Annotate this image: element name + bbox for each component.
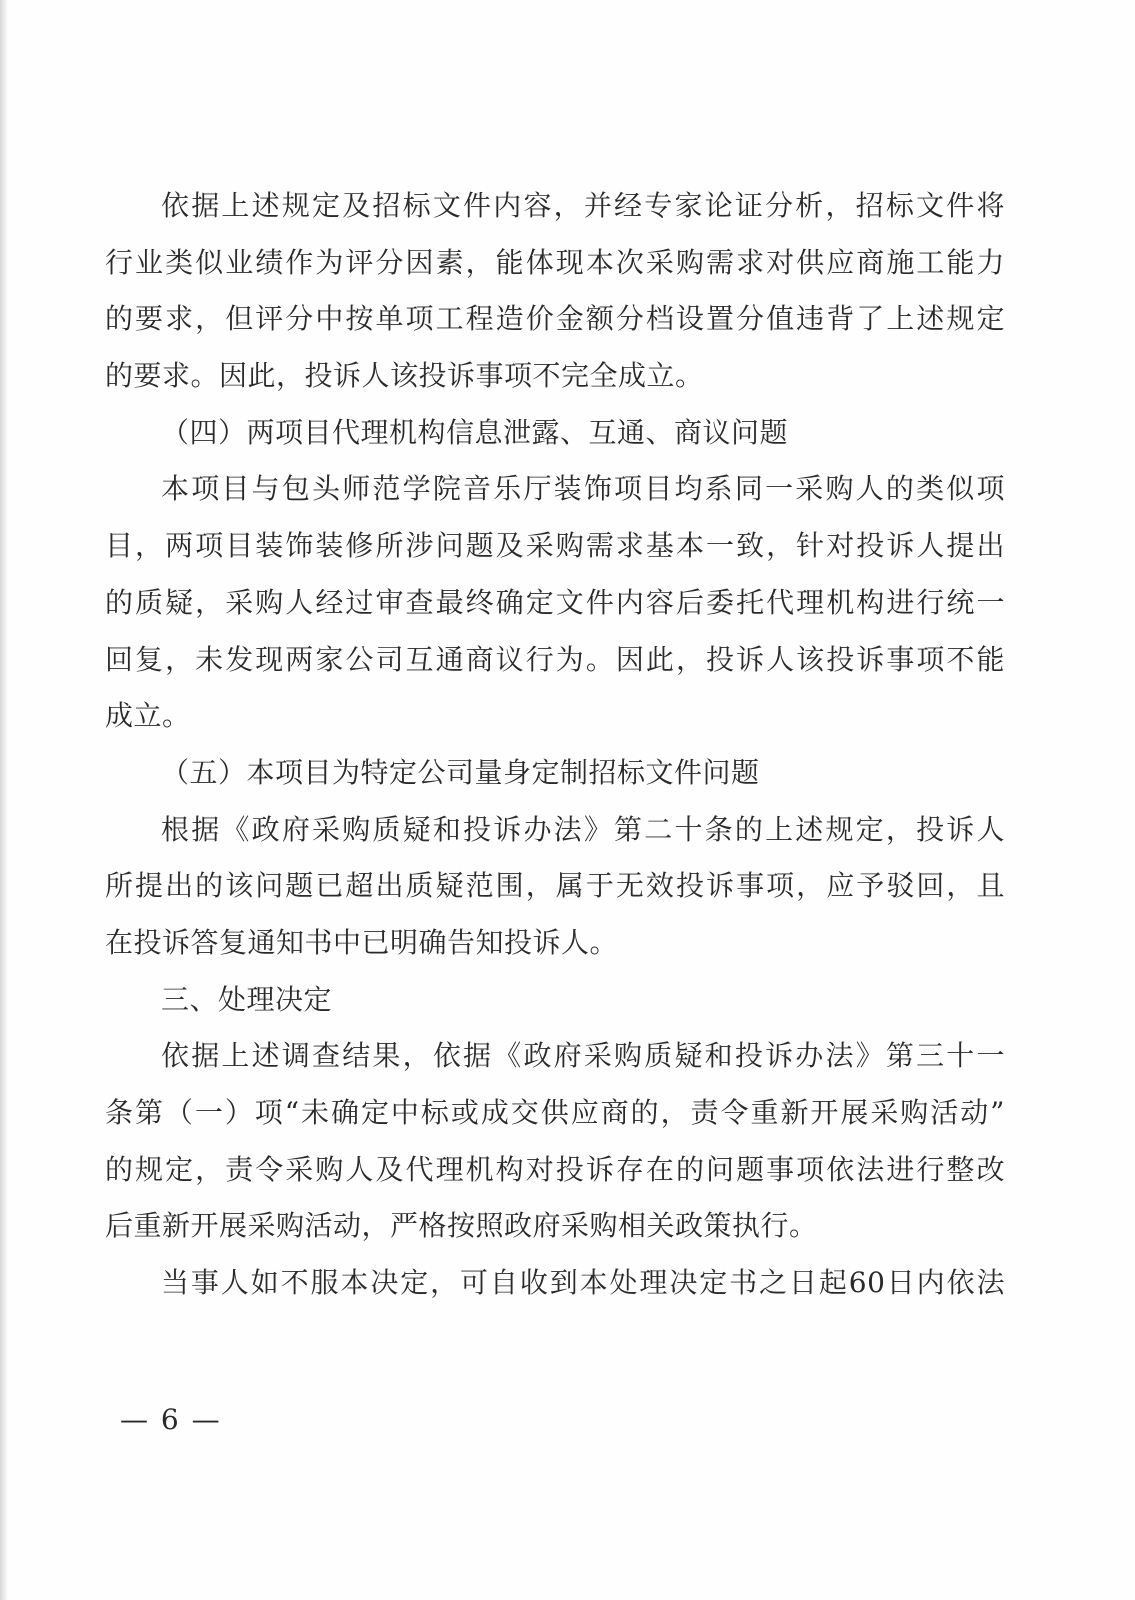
text-line-10: 成立。 xyxy=(105,699,191,733)
text-line-2: 行业类似业绩作为评分因素，能体现本次采购需求对供应商施工能力 xyxy=(105,245,1005,279)
text-line-20: 当事人如不服本决定，可自收到本处理决定书之日起60日内依法 xyxy=(161,1266,1005,1300)
page-number: — 6 — xyxy=(120,1403,222,1436)
text-line-7: 目，两项目装饰装修所涉问题及采购需求基本一致，针对投诉人提出 xyxy=(105,529,1005,563)
document-body xyxy=(105,178,1005,1312)
section-heading-5: （五）本项目为特定公司量身定制招标文件问题 xyxy=(161,755,760,789)
scan-edge-shadow xyxy=(0,0,8,1600)
text-line-13: 所提出的该问题已超出质疑范围，属于无效投诉事项，应予驳回，且 xyxy=(105,869,1005,903)
text-line-17: 条第（一）项“未确定中标或成交供应商的，责令重新开展采购活动” xyxy=(105,1096,1005,1129)
text-line-4: 的要求。因此，投诉人该投诉事项不完全成立。 xyxy=(105,359,704,393)
text-line-8: 的质疑，采购人经过审查最终确定文件内容后委托代理机构进行统一 xyxy=(105,585,1005,619)
text-line-3: 的要求，但评分中按单项工程造价金额分档设置分值违背了上述规定 xyxy=(105,302,1005,336)
section-heading-4: （四）两项目代理机构信息泄露、互通、商议问题 xyxy=(161,415,789,449)
text-line-19: 后重新开展采购活动，严格按照政府采购相关政策执行。 xyxy=(105,1209,818,1243)
text-line-12: 根据《政府采购质疑和投诉办法》第二十条的上述规定，投诉人 xyxy=(161,812,1005,846)
text-line-14: 在投诉答复通知书中已明确告知投诉人。 xyxy=(105,925,619,959)
text-line-16: 依据上述调查结果，依据《政府采购质疑和投诉办法》第三十一 xyxy=(161,1039,1005,1073)
text-line-9: 回复，未发现两家公司互通商议行为。因此，投诉人该投诉事项不能 xyxy=(105,642,1005,676)
text-line-6: 本项目与包头师范学院音乐厅装饰项目均系同一采购人的类似项 xyxy=(161,472,1005,506)
text-line-1: 依据上述规定及招标文件内容，并经专家论证分析，招标文件将 xyxy=(161,189,1005,222)
text-line-18: 的规定，责令采购人及代理机构对投诉存在的问题事项依法进行整改 xyxy=(105,1152,1005,1186)
section-heading-decision: 三、处理决定 xyxy=(161,982,333,1016)
